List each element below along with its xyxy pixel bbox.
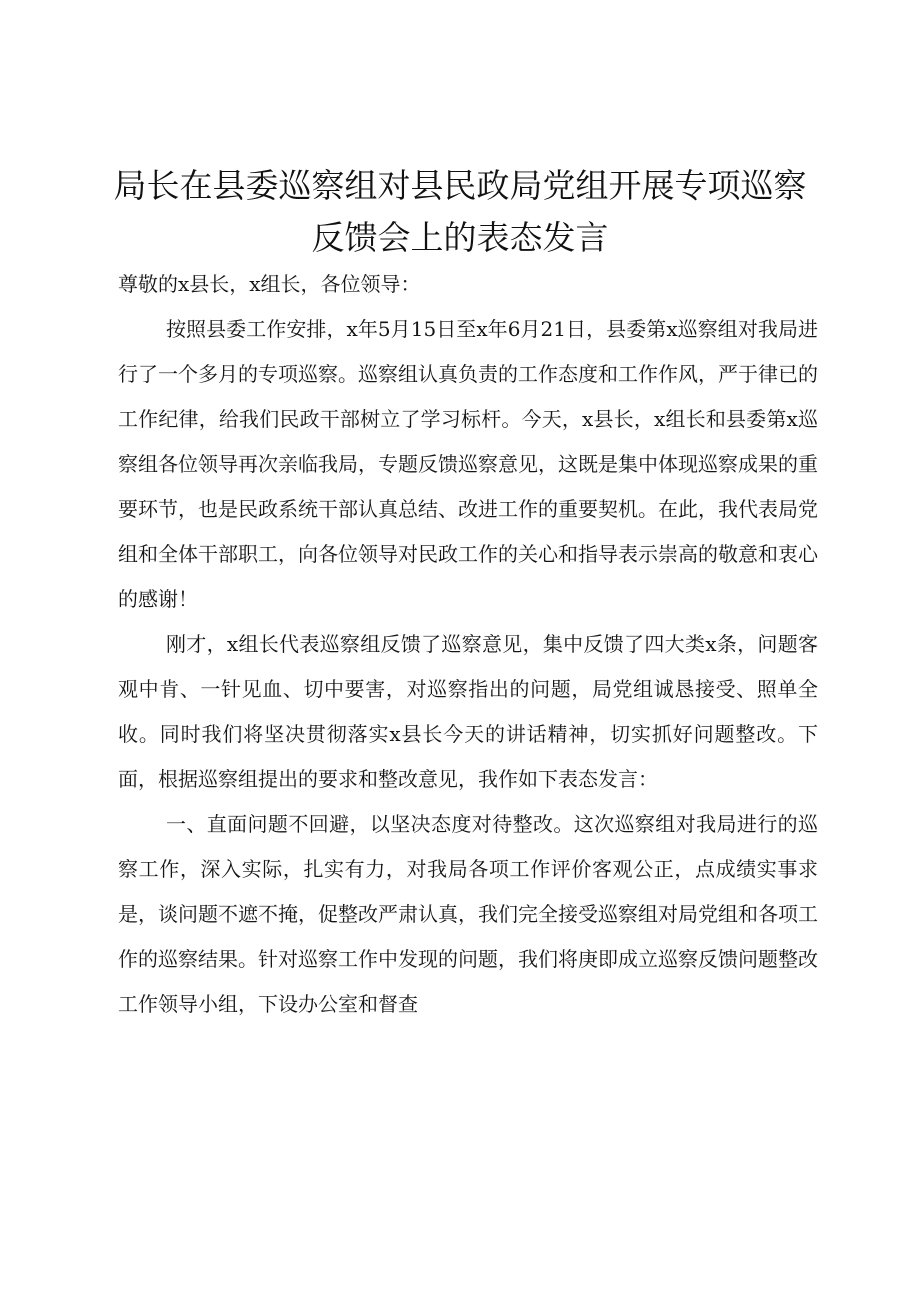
document-title: 局长在县委巡察组对县民政局党组开展专项巡察反馈会上的表态发言 [113, 166, 807, 257]
greeting: 尊敬的x县长，x组长，各位领导： [118, 272, 421, 296]
paragraph-1: 按照县委工作安排，x年5月15日至x年6月21日，县委第x巡察组对我局进行了一个多月的专项巡察。巡察组认真负责的工作态度和工作作风，严于律已的工作纪律，给我们民政干部树立了学习标杆。今天，x县长，x组长和县委第x巡察组各位领导再次亲临我局，专题反馈巡察意见，这既是集中体现巡察成果的重要环节，也是民政系统干部认真总结、改进工作的重要契机。在此，我代表局党组和全体干部职工，向各位领导对民政工作的关心和指导表示崇高的敬意和衷心的感谢！ [118, 317, 818, 611]
paragraph-2: 刚才，x组长代表巡察组反馈了巡察意见，集中反馈了四大类x条，问题客观中肯、一针见血、切中要害，对巡察指出的问题，局党组诚恳接受、照单全收。同时我们将坚决贯彻落实x县长今天的讲话精神，切实抓好问题整改。下面，根据巡察组提出的要求和整改意见，我作如下表态发言： [118, 632, 818, 791]
document-body [118, 262, 818, 1027]
section-text: 这次巡察组对我局进行的巡察工作，深入实际，扎实有力，对我局各项工作评价客观公正，点成绩实事求是，谈问题不遮不掩，促整改严肃认真，我们完全接受巡察组对局党组和各项工作的巡察结果。针对巡察工作中发现的问题，我们将庚即成立巡察反馈问题整改工作领导小组，下设办公室和督查 [118, 812, 819, 1016]
section-heading: 一、直面问题不回避，以坚决态度对待整改。 [166, 812, 574, 836]
paragraph-3 [118, 802, 818, 1027]
